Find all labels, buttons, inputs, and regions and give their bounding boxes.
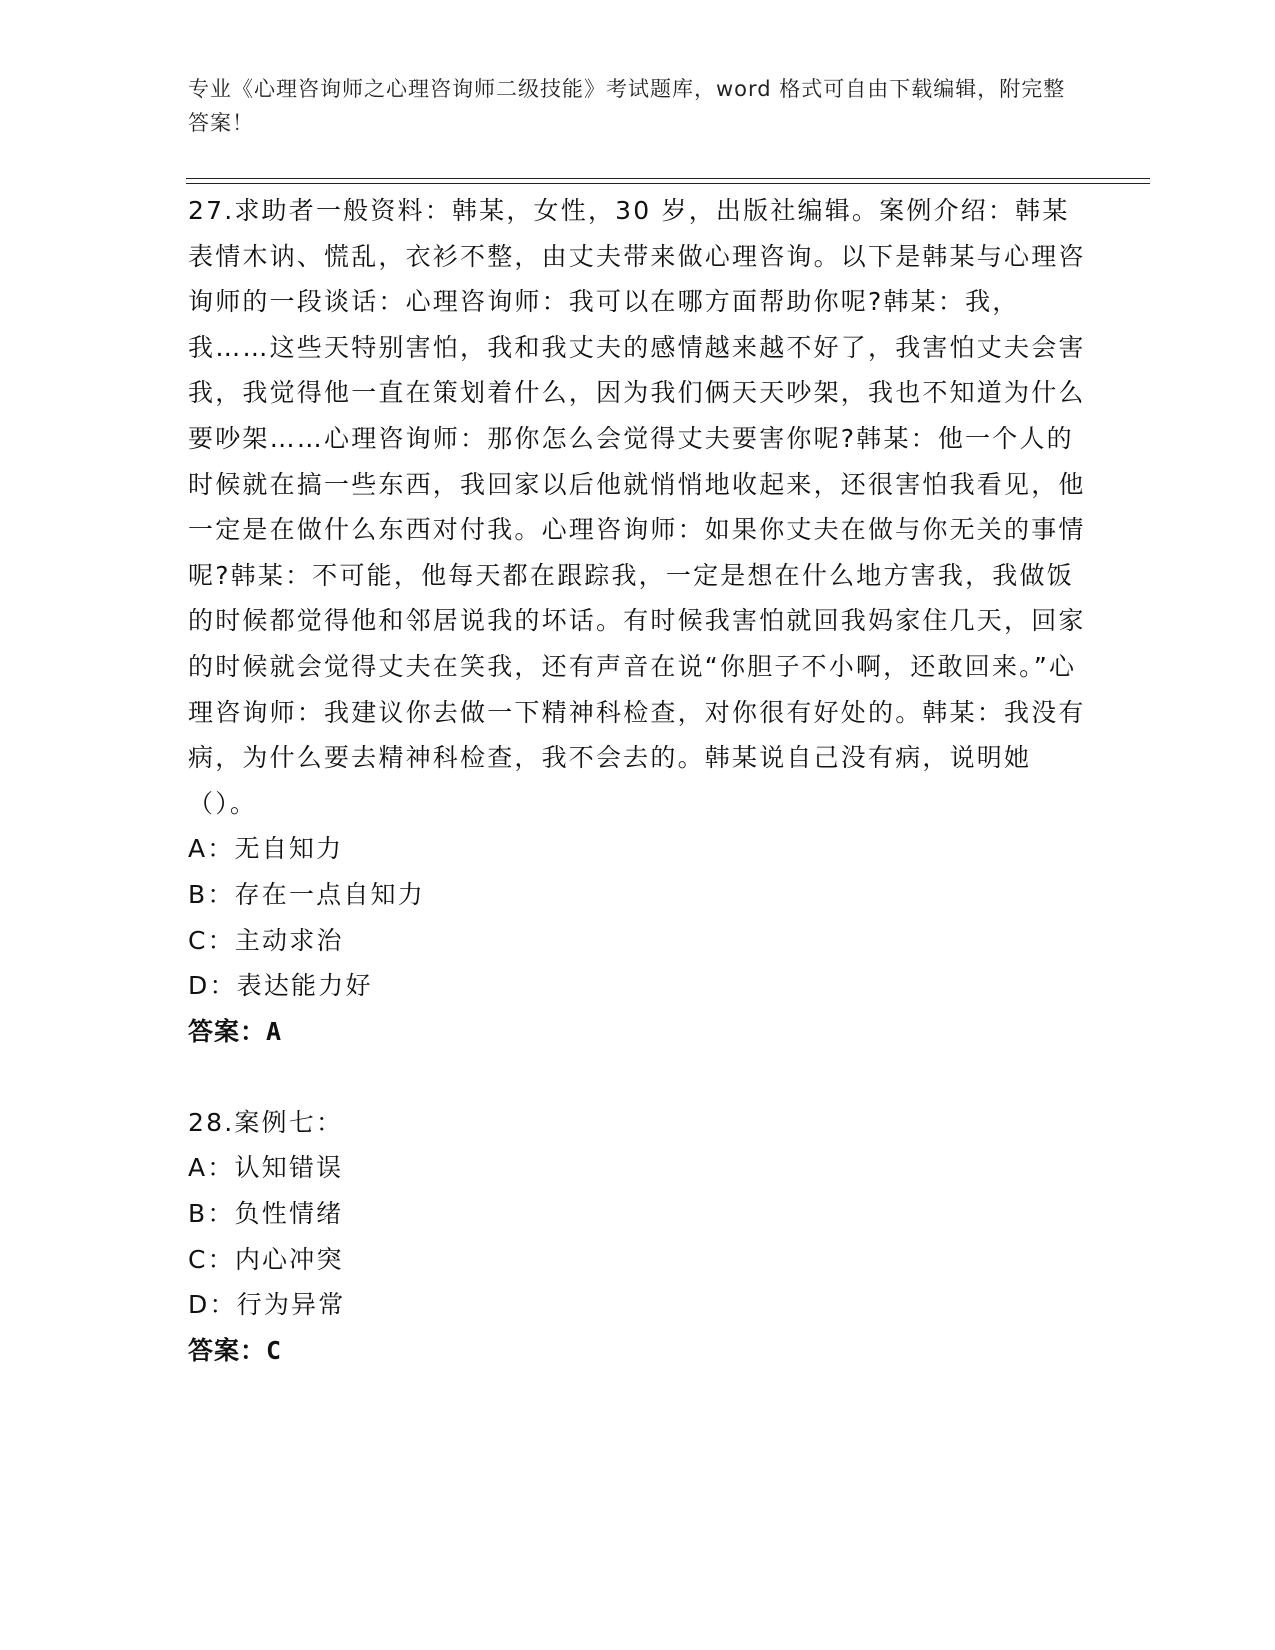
option-b: B：负性情绪 xyxy=(188,1199,344,1229)
question-stem: 27.求助者一般资料：韩某，女性，30 岁，出版社编辑。案例介绍：韩某表情木讷、慌乱，衣衫不整，由丈夫带来做心理咨询。以下是韩某与心理咨询师的一段谈话：心理咨询师：我可以在哪方面帮助你呢?韩某：我，我……这些天特别害怕，我和我丈夫的感情越来越不好了，我害怕丈夫会害我，我觉得他一直在策划着什么，因为我们俩天天吵架，我也不知道为什么要吵架……心理咨询师：那你怎么会觉得丈夫要害你呢?韩某：他一个人的时候就在搞一些东西，我回家以后他就悄悄地收起来，还很害怕我看见，他一定是在做什么东西对付我。心理咨询师：如果你丈夫在做与你无关的事情呢?韩某：不可能，他每天都在跟踪我，一定是想在什么地方害我，我做饭的时候都觉得他和邻居说我的坏话。有时候我害怕就回我妈家住几天，回家的时候就会觉得丈夫在笑我，还有声音在说“你胆子不小啊，还敢回来。”心理咨询师：我建议你去做一下精神科检查，对你很有好处的。韩某：我没有病，为什么要去精神科检查，我不会去的。韩某说自己没有病，说明她（）。 xyxy=(188,196,1086,818)
question-28 xyxy=(188,1100,1088,1374)
answer-label: 答案： xyxy=(188,1016,267,1046)
answer-value: C xyxy=(266,1335,283,1365)
header-divider-bottom xyxy=(186,183,1150,184)
option-d: D：表达能力好 xyxy=(188,971,373,1001)
option-a: A：无自知力 xyxy=(188,834,344,864)
document-body xyxy=(188,188,1088,1373)
header-divider-top xyxy=(186,178,1150,179)
question-stem: 28.案例七： xyxy=(188,1107,344,1137)
answer-line xyxy=(188,1328,1088,1374)
option-a: A：认知错误 xyxy=(188,1153,344,1183)
option-c: C：内心冲突 xyxy=(188,1244,344,1274)
answer-line xyxy=(188,1009,1088,1055)
document-header: 专业《心理咨询师之心理咨询师二级技能》考试题库，word 格式可自由下载编辑，附完整答案！ xyxy=(188,77,1066,135)
option-c: C：主动求治 xyxy=(188,925,344,955)
answer-value: A xyxy=(266,1016,283,1046)
option-d: D：行为异常 xyxy=(188,1290,346,1320)
option-b: B：存在一点自知力 xyxy=(188,879,425,909)
question-27 xyxy=(188,188,1088,1054)
question-spacer xyxy=(188,1054,1088,1100)
answer-label: 答案： xyxy=(188,1335,267,1365)
